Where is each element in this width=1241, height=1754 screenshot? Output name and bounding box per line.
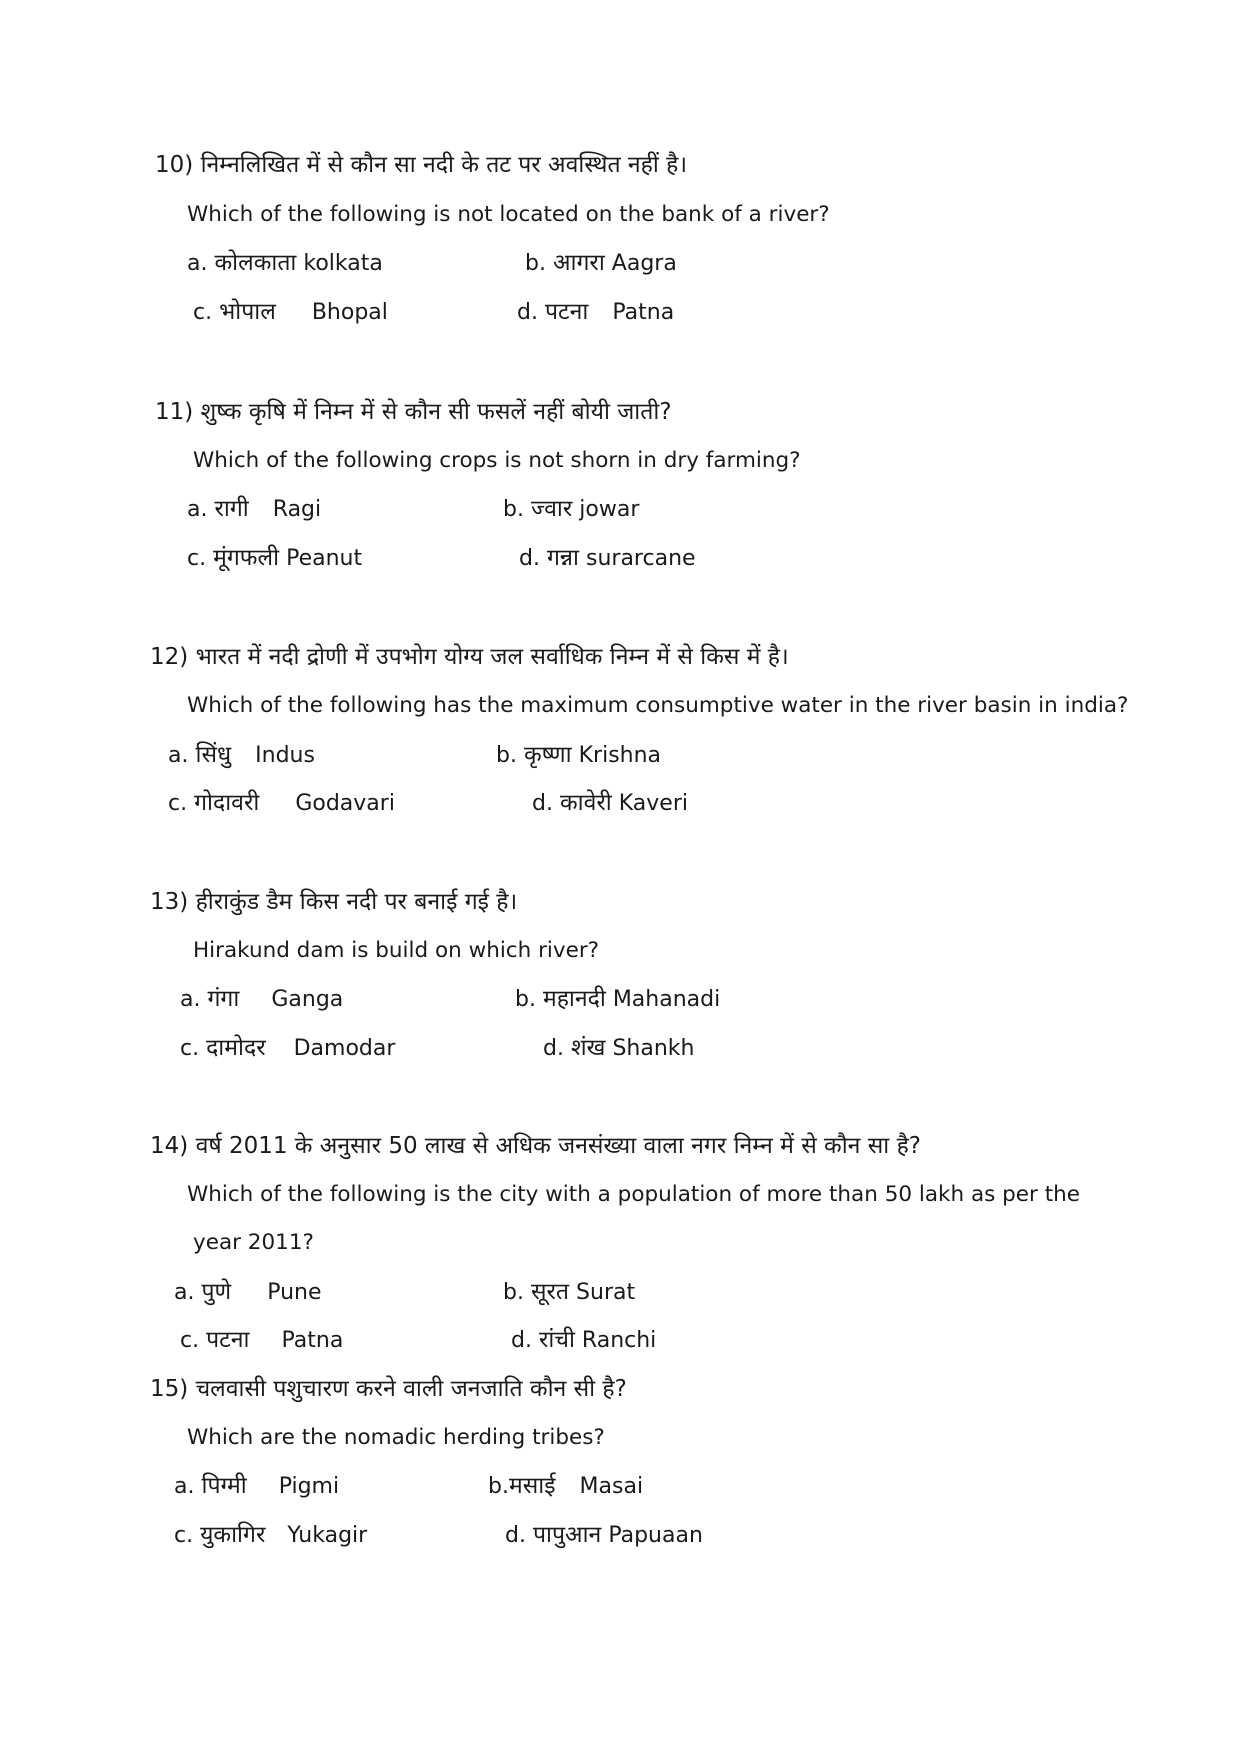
question-number: 11) [155, 399, 194, 425]
option-hindi: कावेरी [559, 790, 612, 816]
option-letter: c. [174, 1523, 194, 1548]
option-english: kolkata [303, 251, 383, 276]
question-text-hindi: भारत में नदी द्रोणी में उपभोग योग्य जल सर्वाधिक निम्न में से किस में है। [195, 644, 789, 670]
question-13-option-c [180, 1033, 395, 1063]
option-letter: b. [503, 497, 524, 522]
option-hindi: युकागिर [200, 1522, 266, 1548]
option-english: Pigmi [278, 1474, 340, 1499]
option-letter: a. [180, 987, 201, 1012]
question-15-option-a [174, 1471, 339, 1501]
option-hindi: रागी [214, 496, 249, 522]
question-number: 10) [155, 152, 194, 178]
option-hindi: सिंधु [195, 742, 232, 768]
option-letter: a. [187, 251, 208, 276]
option-letter: a. [187, 497, 208, 522]
question-14-option-d [511, 1325, 656, 1355]
question-text-hindi: वर्ष 2011 के अनुसार 50 लाख से अधिक जनसंख्या वाला नगर निम्न में से कौन सा है? [195, 1133, 921, 1159]
option-letter: c. [168, 791, 188, 816]
option-english: Aagra [611, 251, 677, 276]
option-english: Ganga [271, 987, 344, 1012]
option-english: Patna [612, 300, 675, 325]
question-12-option-c [168, 788, 395, 818]
option-letter: d. [519, 546, 540, 571]
question-13-hindi [150, 887, 517, 917]
option-english: Ragi [272, 497, 322, 522]
question-13-english: Hirakund dam is build on which river? [193, 938, 600, 963]
option-hindi: कृष्णा [523, 742, 572, 768]
option-letter: d. [532, 791, 553, 816]
option-english: Patna [281, 1328, 344, 1353]
option-letter: c. [180, 1328, 200, 1353]
option-letter: b. [488, 1474, 509, 1499]
question-number: 14) [150, 1133, 189, 1159]
option-english: jowar [579, 497, 640, 522]
option-english: Damodar [293, 1036, 396, 1061]
option-english: Ranchi [581, 1328, 657, 1353]
option-hindi: मूंगफली [213, 545, 280, 571]
question-15-option-c [174, 1520, 367, 1550]
question-14-option-b [503, 1277, 635, 1307]
question-text-hindi: निम्नलिखित में से कौन सा नदी के तट पर अवस्थित नहीं है। [200, 152, 688, 178]
question-10-option-b [525, 248, 677, 278]
option-letter: c. [187, 546, 207, 571]
question-14-english-cont: year 2011? [193, 1230, 314, 1255]
question-13-option-b [515, 984, 720, 1014]
option-hindi: पुणे [201, 1279, 232, 1305]
question-12-english: Which of the following has the maximum consumptive water in the river basin in india? [187, 693, 1129, 718]
option-hindi: ज्वार [530, 496, 573, 522]
option-english: Godavari [295, 791, 395, 816]
question-text-hindi: हीराकुंड डैम किस नदी पर बनाई गई है। [195, 889, 518, 915]
question-11-option-d [519, 543, 696, 573]
option-hindi: दामोदर [206, 1035, 266, 1061]
option-hindi: गोदावरी [194, 790, 260, 816]
option-hindi: भोपाल [219, 299, 276, 325]
question-13-option-a [180, 984, 343, 1014]
option-hindi: मसाई [508, 1473, 556, 1499]
question-15-option-d [505, 1520, 703, 1550]
option-letter: c. [193, 300, 213, 325]
question-14-english: Which of the following is the city with a population of more than 50 lakh as per the [187, 1182, 1080, 1207]
option-letter: d. [517, 300, 538, 325]
option-english: Mahanadi [612, 987, 721, 1012]
option-hindi: गंगा [207, 986, 240, 1012]
question-10-english: Which of the following is not located on the bank of a river? [187, 202, 830, 227]
option-english: Yukagir [287, 1523, 368, 1548]
question-12-option-d [532, 788, 688, 818]
option-letter: d. [511, 1328, 532, 1353]
option-hindi: सूरत [530, 1279, 570, 1305]
option-english: Bhopal [311, 300, 388, 325]
question-15-english: Which are the nomadic herding tribes? [187, 1425, 605, 1450]
question-10-hindi [155, 150, 687, 180]
option-english: Papuaan [608, 1523, 703, 1548]
option-english: Pune [267, 1280, 322, 1305]
option-english: Surat [576, 1280, 636, 1305]
question-number: 13) [150, 889, 189, 915]
question-10-option-a [187, 248, 383, 278]
option-hindi: पटना [544, 299, 589, 325]
option-hindi: पटना [206, 1327, 250, 1353]
question-11-option-c [187, 543, 362, 573]
question-text-hindi: शुष्क कृषि में निम्न में से कौन सी फसलें नहीं बोयी जाती? [200, 399, 672, 425]
question-11-hindi [155, 397, 672, 427]
option-english: Indus [255, 743, 315, 768]
question-11-option-a [187, 494, 321, 524]
option-hindi: शंख [570, 1035, 606, 1061]
question-11-english: Which of the following crops is not shorn in dry farming? [193, 448, 801, 473]
option-hindi: रांची [538, 1327, 575, 1353]
question-12-hindi [150, 642, 789, 672]
question-11-option-b [503, 494, 639, 524]
option-english: Peanut [286, 546, 363, 571]
question-10-option-c [193, 297, 388, 327]
option-letter: b. [515, 987, 536, 1012]
option-hindi: आगरा [552, 250, 605, 276]
question-10-option-d [517, 297, 674, 327]
option-hindi: कोलकाता [214, 250, 297, 276]
option-letter: c. [180, 1036, 200, 1061]
option-english: Masai [579, 1474, 644, 1499]
option-hindi: पिग्मी [201, 1473, 247, 1499]
option-hindi: पापुआन [532, 1522, 602, 1548]
option-letter: b. [496, 743, 517, 768]
question-14-hindi [150, 1131, 921, 1161]
option-english: Krishna [578, 743, 662, 768]
option-letter: b. [503, 1280, 524, 1305]
option-letter: a. [174, 1474, 195, 1499]
question-14-option-c [180, 1325, 343, 1355]
option-english: surarcane [586, 546, 696, 571]
question-number: 12) [150, 644, 189, 670]
question-15-hindi [150, 1374, 627, 1404]
option-hindi: महानदी [542, 986, 606, 1012]
question-14-option-a [174, 1277, 322, 1307]
option-english: Kaveri [618, 791, 688, 816]
question-12-option-a [168, 740, 315, 770]
question-13-option-d [543, 1033, 694, 1063]
question-12-option-b [496, 740, 661, 770]
option-english: Shankh [612, 1036, 695, 1061]
option-letter: d. [543, 1036, 564, 1061]
option-letter: d. [505, 1523, 526, 1548]
option-hindi: गन्ना [546, 545, 579, 571]
question-15-option-b [488, 1471, 643, 1501]
option-letter: a. [168, 743, 189, 768]
option-letter: a. [174, 1280, 195, 1305]
question-text-hindi: चलवासी पशुचारण करने वाली जनजाति कौन सी है? [195, 1376, 627, 1402]
question-number: 15) [150, 1376, 189, 1402]
option-letter: b. [525, 251, 546, 276]
